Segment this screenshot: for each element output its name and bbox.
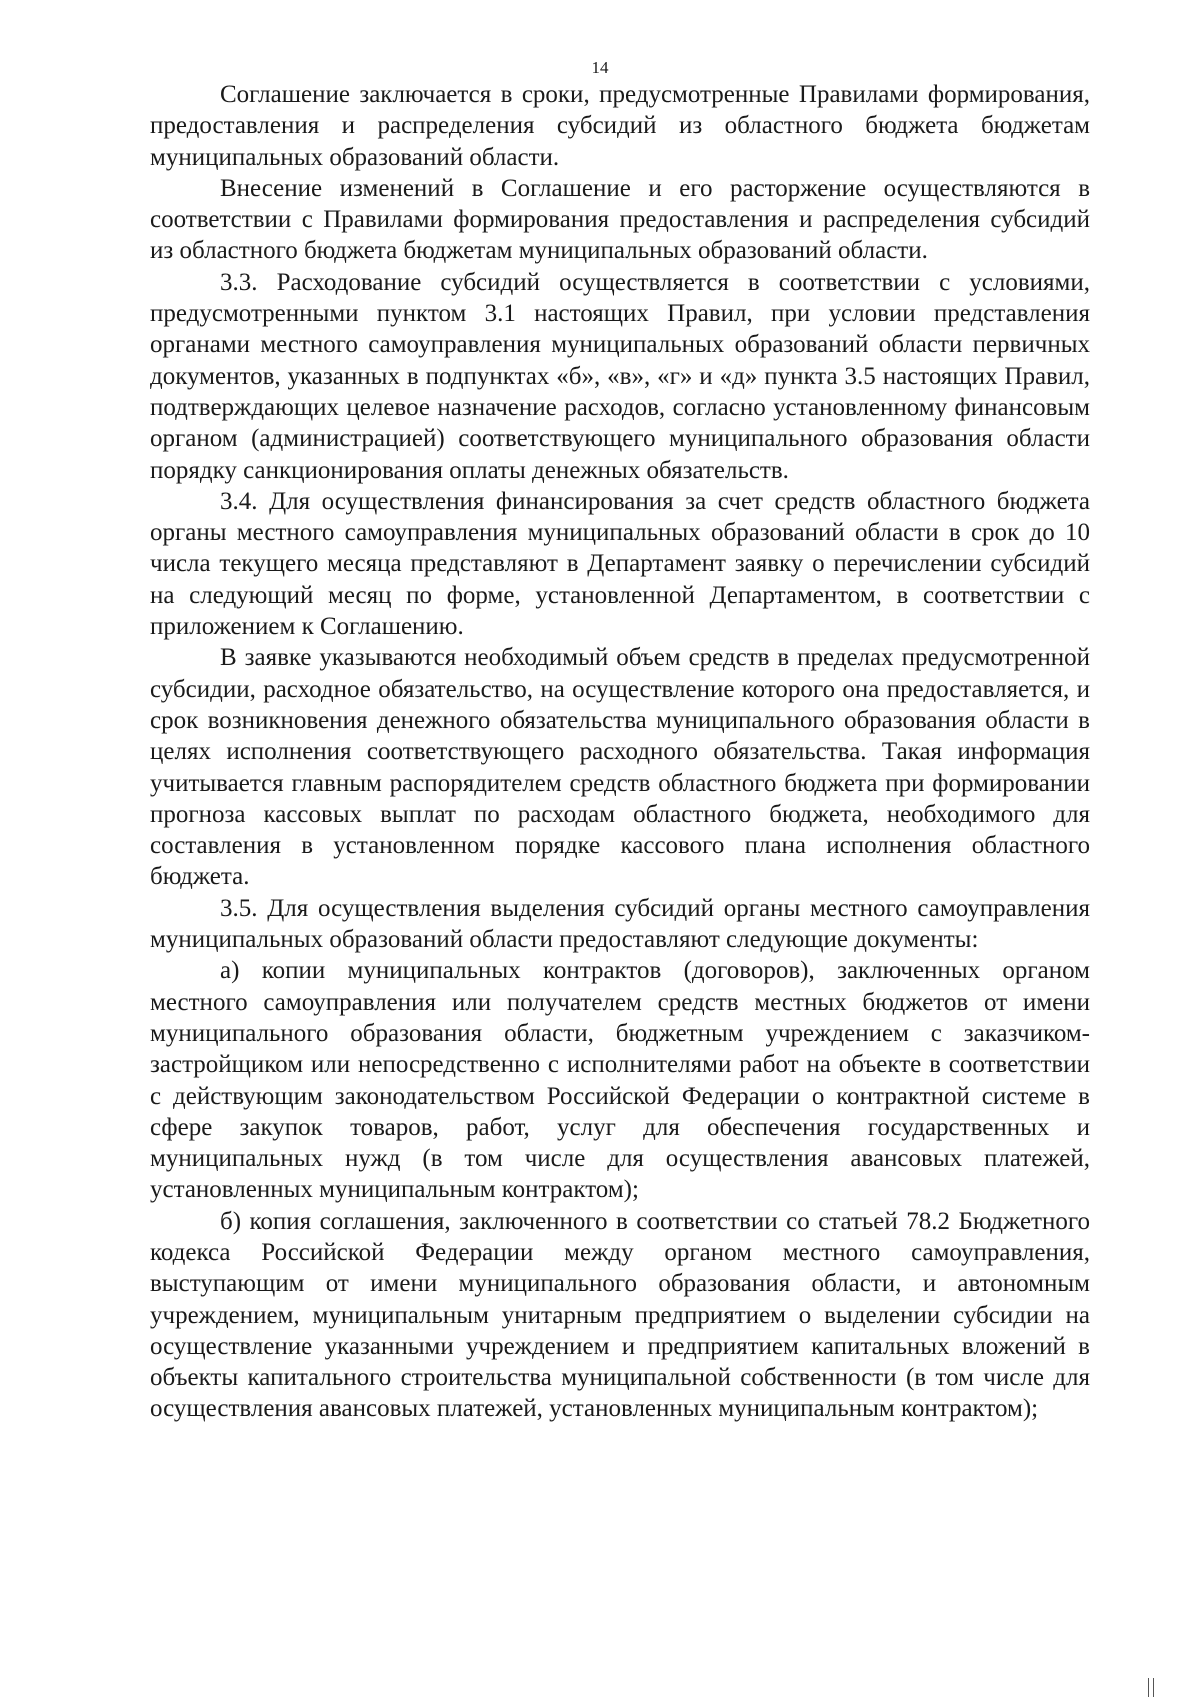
paragraph-item-a: а) копии муниципальных контрактов (договоров), заключенных органом местного самоуправления или получателем средств местных бюджетов от имени муниципального образования области, бюджетным учреждением с заказчиком-застройщиком или непосредственно с исполнителями работ на объекте в соответствии с действующим законодательством Российской Федерации о контрактной системе в сфере закупок товаров, работ, услуг для обеспечения государственных и муниципальных нужд (в том числе для осуществления авансовых платежей, установленных муниципальным контрактом); (150, 957, 1090, 1204)
paragraph-3-5: 3.5. Для осуществления выделения субсидий органы местного самоуправления муниципальных образований области предоставляют следующие документы: (150, 894, 1090, 954)
document-body (150, 79, 1090, 1425)
paragraph-3-3: 3.3. Расходование субсидий осуществляется в соответствии с условиями, предусмотренными пунктом 3.1 настоящих Правил, при условии представления органами местного самоуправления муниципальных образований области первичных документов, указанных в подпунктах «б», «в», «г» и «д» пункта 3.5 настоящих Правил, подтверждающих целевое назначение расходов, согласно установленному финансовым органом (администрацией) соответствующего муниципального образования области порядку санкционирования оплаты денежных обязательств. (150, 268, 1090, 484)
paragraph-agreement-changes: Внесение изменений в Соглашение и его расторжение осуществляются в соответствии с Правилами формирования предоставления и распределения субсидий из областного бюджета бюджетам муниципальных образований области. (150, 174, 1090, 265)
page-number: 14 (591, 58, 609, 77)
paragraph-3-4: 3.4. Для осуществления финансирования за счет средств областного бюджета органы местного самоуправления муниципальных образований области в срок до 10 числа текущего месяца представляют в Департамент заявку о перечислении субсидий на следующий месяц по форме, установленной Департаментом, в соответствии с приложением к Соглашению. (150, 487, 1090, 641)
paragraph-application-contents: В заявке указываются необходимый объем средств в пределах предусмотренной субсидии, расходное обязательство, на осуществление которого она предоставляется, и срок возникновения денежного обязательства муниципального образования области в целях исполнения соответствующего расходного обязательства. Такая информация учитывается главным распорядителем средств областного бюджета при формировании прогноза кассовых выплат по расходам областного бюджета, необходимого для составления в установленном порядке кассового плана исполнения областного бюджета. (150, 644, 1090, 891)
scan-edge-mark (1148, 1678, 1154, 1697)
paragraph-item-b: б) копия соглашения, заключенного в соответствии со статьей 78.2 Бюджетного кодекса Российской Федерации между органом местного самоуправления, выступающим от имени муниципального образования области, и автономным учреждением, муниципальным унитарным предприятием о выделении субсидии на осуществление указанными учреждением и предприятием капитальных вложений в объекты капитального строительства муниципальной собственности (в том числе для осуществления авансовых платежей, установленных муниципальным контрактом); (150, 1207, 1090, 1423)
paragraph-agreement-terms: Соглашение заключается в сроки, предусмотренные Правилами формирования, предоставления и распределения субсидий из областного бюджета бюджетам муниципальных образований области. (150, 81, 1090, 171)
